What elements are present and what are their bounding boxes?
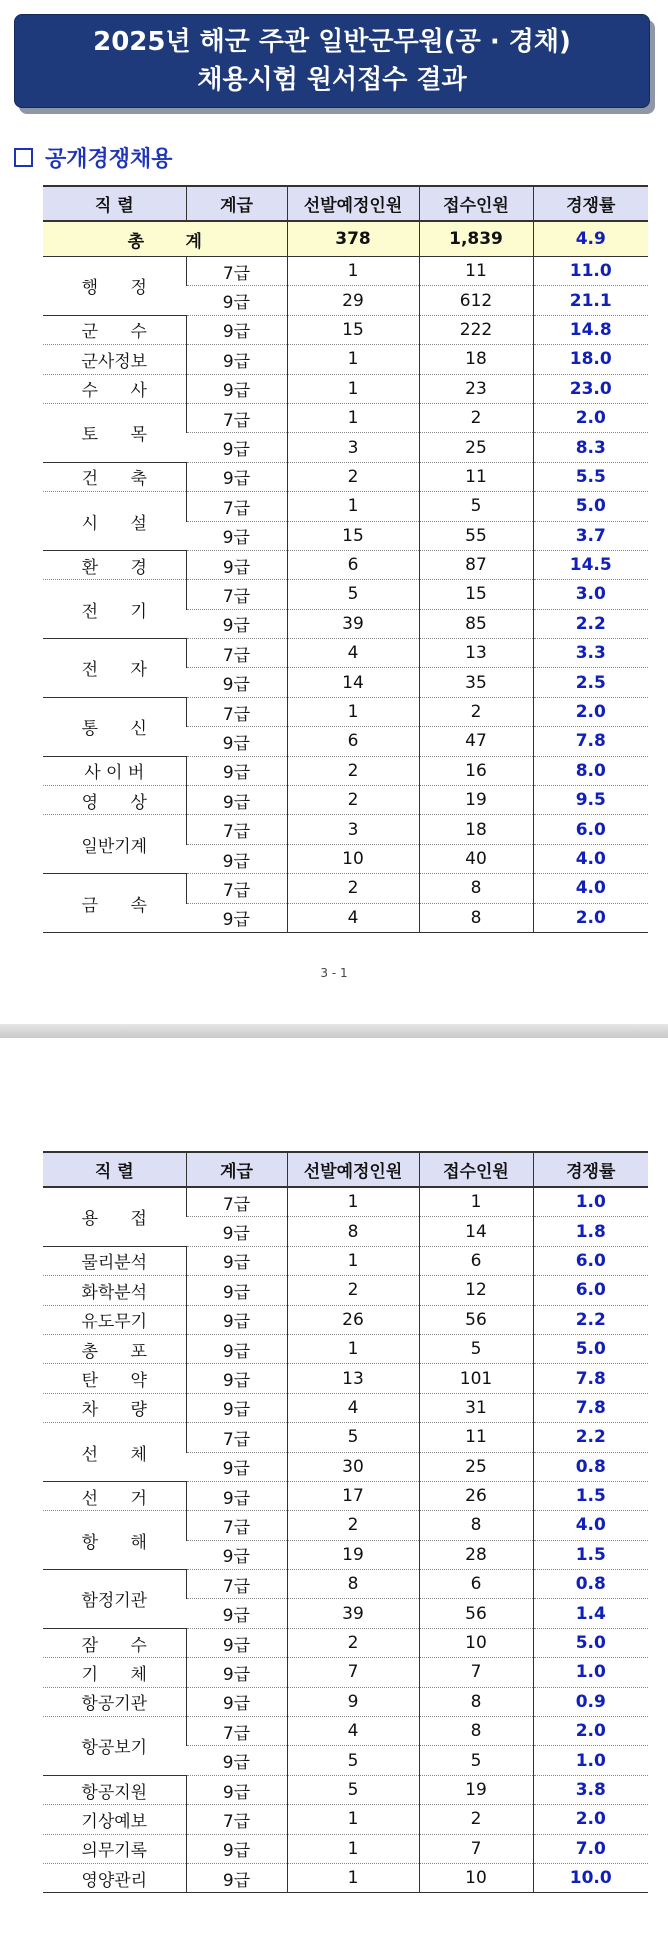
applied-cell: 14 [419, 1217, 533, 1246]
applied-cell: 18 [419, 345, 533, 374]
grade-cell: 7급 [186, 639, 287, 668]
checkbox-square-icon [14, 148, 33, 167]
position-name: 물리분석 [43, 1246, 186, 1275]
table-row [43, 697, 648, 726]
planned-cell: 5 [287, 1746, 419, 1775]
applied-cell: 8 [419, 1717, 533, 1746]
planned-cell: 3 [287, 815, 419, 844]
rate-cell: 4.0 [533, 844, 648, 873]
total-planned: 378 [287, 221, 419, 257]
grade-cell: 9급 [186, 1246, 287, 1275]
grade-cell: 7급 [186, 1570, 287, 1599]
applied-cell: 6 [419, 1570, 533, 1599]
header-position: 직 렬 [43, 186, 186, 221]
rate-cell: 7.8 [533, 727, 648, 756]
position-name: 행 정 [43, 257, 186, 316]
table-row [43, 639, 648, 668]
grade-cell: 9급 [186, 433, 287, 462]
title-line-2: 채용시험 원서접수 결과 [197, 65, 467, 95]
applied-cell: 15 [419, 580, 533, 609]
applied-cell: 5 [419, 1334, 533, 1363]
planned-cell: 5 [287, 1775, 419, 1804]
header-applied: 접수인원 [419, 1152, 533, 1187]
planned-cell: 1 [287, 492, 419, 521]
grade-cell: 7급 [186, 1423, 287, 1452]
applied-cell: 2 [419, 1805, 533, 1834]
planned-cell: 1 [287, 403, 419, 432]
planned-cell: 1 [287, 257, 419, 286]
results-table-2 [43, 1151, 648, 1893]
total-label: 총 계 [43, 221, 287, 257]
grade-cell: 9급 [186, 1599, 287, 1628]
grade-cell: 7급 [186, 257, 287, 286]
position-name: 통 신 [43, 697, 186, 756]
header-grade: 계급 [186, 186, 287, 221]
table-row [43, 815, 648, 844]
applied-cell: 55 [419, 521, 533, 550]
rate-cell: 0.8 [533, 1452, 648, 1481]
rate-cell: 7.0 [533, 1834, 648, 1863]
rate-cell: 5.5 [533, 462, 648, 491]
grade-cell: 9급 [186, 1393, 287, 1422]
applied-cell: 612 [419, 286, 533, 315]
table-row [43, 874, 648, 903]
rate-cell: 21.1 [533, 286, 648, 315]
grade-cell: 9급 [186, 1746, 287, 1775]
rate-cell: 8.3 [533, 433, 648, 462]
planned-cell: 39 [287, 1599, 419, 1628]
table-row [43, 550, 648, 579]
rate-cell: 3.3 [533, 639, 648, 668]
total-applied: 1,839 [419, 221, 533, 257]
position-name: 토 목 [43, 403, 186, 462]
table-row [43, 257, 648, 286]
table-row [43, 345, 648, 374]
rate-cell: 1.4 [533, 1599, 648, 1628]
table-row [43, 1187, 648, 1217]
table-row [43, 786, 648, 815]
position-name: 잠 수 [43, 1628, 186, 1657]
rate-cell: 1.8 [533, 1217, 648, 1246]
applied-cell: 28 [419, 1540, 533, 1569]
grade-cell: 9급 [186, 1217, 287, 1246]
applied-cell: 8 [419, 874, 533, 903]
planned-cell: 8 [287, 1570, 419, 1599]
position-name: 항공기관 [43, 1687, 186, 1716]
grade-cell: 9급 [186, 1687, 287, 1716]
header-planned: 선발예정인원 [287, 186, 419, 221]
planned-cell: 10 [287, 844, 419, 873]
table-row [43, 580, 648, 609]
applied-cell: 11 [419, 462, 533, 491]
grade-cell: 7급 [186, 492, 287, 521]
rate-cell: 2.2 [533, 609, 648, 638]
position-name: 기상예보 [43, 1805, 186, 1834]
rate-cell: 11.0 [533, 257, 648, 286]
applied-cell: 25 [419, 1452, 533, 1481]
table-row [43, 1305, 648, 1334]
applied-cell: 12 [419, 1276, 533, 1305]
total-row [43, 221, 648, 257]
rate-cell: 4.0 [533, 874, 648, 903]
applied-cell: 5 [419, 492, 533, 521]
planned-cell: 1 [287, 697, 419, 726]
planned-cell: 1 [287, 345, 419, 374]
table-row [43, 462, 648, 491]
table-row [43, 1570, 648, 1599]
grade-cell: 7급 [186, 1187, 287, 1217]
planned-cell: 5 [287, 1423, 419, 1452]
grade-cell: 7급 [186, 1511, 287, 1540]
grade-cell: 9급 [186, 462, 287, 491]
position-name: 선 체 [43, 1423, 186, 1482]
applied-cell: 1 [419, 1187, 533, 1217]
planned-cell: 6 [287, 727, 419, 756]
grade-cell: 9급 [186, 609, 287, 638]
planned-cell: 4 [287, 639, 419, 668]
grade-cell: 7급 [186, 580, 287, 609]
planned-cell: 3 [287, 433, 419, 462]
position-name: 사 이 버 [43, 756, 186, 785]
rate-cell: 3.0 [533, 580, 648, 609]
grade-cell: 7급 [186, 1805, 287, 1834]
table-row [43, 1511, 648, 1540]
grade-cell: 9급 [186, 374, 287, 403]
grade-cell: 7급 [186, 403, 287, 432]
position-name: 일반기계 [43, 815, 186, 874]
rate-cell: 6.0 [533, 1246, 648, 1275]
table-header-row [43, 186, 648, 221]
planned-cell: 5 [287, 580, 419, 609]
applied-cell: 11 [419, 1423, 533, 1452]
grade-cell: 9급 [186, 903, 287, 932]
grade-cell: 7급 [186, 697, 287, 726]
rate-cell: 10.0 [533, 1863, 648, 1892]
planned-cell: 1 [287, 1834, 419, 1863]
position-name: 수 사 [43, 374, 186, 403]
planned-cell: 9 [287, 1687, 419, 1716]
title-line-1: 2025년 해군 주관 일반군무원(공 · 경채) [93, 27, 571, 57]
planned-cell: 2 [287, 1628, 419, 1657]
position-name: 탄 약 [43, 1364, 186, 1393]
position-name: 시 설 [43, 492, 186, 551]
header-applied: 접수인원 [419, 186, 533, 221]
planned-cell: 2 [287, 786, 419, 815]
rate-cell: 4.0 [533, 1511, 648, 1540]
applied-cell: 2 [419, 403, 533, 432]
grade-cell: 9급 [186, 1305, 287, 1334]
applied-cell: 25 [419, 433, 533, 462]
applied-cell: 101 [419, 1364, 533, 1393]
position-name: 항 해 [43, 1511, 186, 1570]
applied-cell: 40 [419, 844, 533, 873]
planned-cell: 14 [287, 668, 419, 697]
rate-cell: 5.0 [533, 1334, 648, 1363]
applied-cell: 56 [419, 1305, 533, 1334]
planned-cell: 8 [287, 1217, 419, 1246]
rate-cell: 1.0 [533, 1746, 648, 1775]
rate-cell: 14.8 [533, 315, 648, 344]
planned-cell: 26 [287, 1305, 419, 1334]
grade-cell: 7급 [186, 874, 287, 903]
rate-cell: 1.0 [533, 1187, 648, 1217]
grade-cell: 9급 [186, 1481, 287, 1510]
rate-cell: 2.2 [533, 1305, 648, 1334]
table-row [43, 1276, 648, 1305]
applied-cell: 13 [419, 639, 533, 668]
grade-cell: 9급 [186, 786, 287, 815]
rate-cell: 5.0 [533, 492, 648, 521]
applied-cell: 11 [419, 257, 533, 286]
applied-cell: 222 [419, 315, 533, 344]
grade-cell: 9급 [186, 1276, 287, 1305]
table-row [43, 1246, 648, 1275]
position-name: 영 상 [43, 786, 186, 815]
position-name: 환 경 [43, 550, 186, 579]
applied-cell: 10 [419, 1863, 533, 1892]
planned-cell: 1 [287, 1334, 419, 1363]
grade-cell: 9급 [186, 756, 287, 785]
planned-cell: 2 [287, 462, 419, 491]
applied-cell: 8 [419, 1687, 533, 1716]
planned-cell: 13 [287, 1364, 419, 1393]
table-row [43, 492, 648, 521]
header-position: 직 렬 [43, 1152, 186, 1187]
rate-cell: 8.0 [533, 756, 648, 785]
planned-cell: 1 [287, 1246, 419, 1275]
planned-cell: 15 [287, 521, 419, 550]
planned-cell: 6 [287, 550, 419, 579]
planned-cell: 2 [287, 874, 419, 903]
table-row [43, 374, 648, 403]
header-planned: 선발예정인원 [287, 1152, 419, 1187]
planned-cell: 1 [287, 1805, 419, 1834]
planned-cell: 17 [287, 1481, 419, 1510]
header-rate: 경쟁률 [533, 186, 648, 221]
applied-cell: 56 [419, 1599, 533, 1628]
grade-cell: 9급 [186, 521, 287, 550]
grade-cell: 7급 [186, 1717, 287, 1746]
applied-cell: 8 [419, 903, 533, 932]
rate-cell: 1.5 [533, 1540, 648, 1569]
page-divider [0, 1024, 668, 1038]
planned-cell: 39 [287, 609, 419, 638]
planned-cell: 15 [287, 315, 419, 344]
position-name: 영양관리 [43, 1863, 186, 1892]
grade-cell: 9급 [186, 550, 287, 579]
position-name: 군사정보 [43, 345, 186, 374]
position-name: 항공지원 [43, 1775, 186, 1804]
title-banner [14, 14, 650, 108]
applied-cell: 47 [419, 727, 533, 756]
planned-cell: 7 [287, 1658, 419, 1687]
applied-cell: 19 [419, 786, 533, 815]
grade-cell: 9급 [186, 1452, 287, 1481]
table-row [43, 1717, 648, 1746]
table-row [43, 1334, 648, 1363]
position-name: 전 기 [43, 580, 186, 639]
applied-cell: 16 [419, 756, 533, 785]
results-table-1 [43, 185, 648, 933]
planned-cell: 2 [287, 1276, 419, 1305]
grade-cell: 9급 [186, 345, 287, 374]
applied-cell: 7 [419, 1658, 533, 1687]
applied-cell: 8 [419, 1511, 533, 1540]
applied-cell: 5 [419, 1746, 533, 1775]
table-row [43, 1687, 648, 1716]
rate-cell: 5.0 [533, 1628, 648, 1657]
table-row [43, 1805, 648, 1834]
grade-cell: 9급 [186, 1364, 287, 1393]
table-row [43, 1834, 648, 1863]
table-row [43, 1775, 648, 1804]
applied-cell: 7 [419, 1834, 533, 1863]
section-title-text: 공개경쟁채용 [45, 147, 173, 172]
grade-cell: 9급 [186, 315, 287, 344]
total-rate: 4.9 [533, 221, 648, 257]
table-row [43, 1863, 648, 1892]
table-row [43, 1423, 648, 1452]
table-row [43, 403, 648, 432]
position-name: 전 자 [43, 639, 186, 698]
position-name: 화학분석 [43, 1276, 186, 1305]
position-name: 기 체 [43, 1658, 186, 1687]
rate-cell: 2.0 [533, 1717, 648, 1746]
applied-cell: 2 [419, 697, 533, 726]
rate-cell: 2.0 [533, 403, 648, 432]
position-name: 유도무기 [43, 1305, 186, 1334]
position-name: 건 축 [43, 462, 186, 491]
applied-cell: 19 [419, 1775, 533, 1804]
applied-cell: 26 [419, 1481, 533, 1510]
page-number: 3 - 1 [320, 966, 348, 980]
planned-cell: 4 [287, 903, 419, 932]
applied-cell: 85 [419, 609, 533, 638]
applied-cell: 31 [419, 1393, 533, 1422]
grade-cell: 9급 [186, 1863, 287, 1892]
rate-cell: 0.9 [533, 1687, 648, 1716]
table-header-row [43, 1152, 648, 1187]
grade-cell: 9급 [186, 1540, 287, 1569]
applied-cell: 87 [419, 550, 533, 579]
position-name: 선 거 [43, 1481, 186, 1510]
table-row [43, 1481, 648, 1510]
planned-cell: 4 [287, 1393, 419, 1422]
grade-cell: 9급 [186, 668, 287, 697]
grade-cell: 9급 [186, 1334, 287, 1363]
table-row [43, 1658, 648, 1687]
position-name: 차 량 [43, 1393, 186, 1422]
position-name: 용 접 [43, 1187, 186, 1246]
rate-cell: 14.5 [533, 550, 648, 579]
table-row [43, 1364, 648, 1393]
rate-cell: 6.0 [533, 815, 648, 844]
planned-cell: 2 [287, 756, 419, 785]
rate-cell: 9.5 [533, 786, 648, 815]
table-row [43, 756, 648, 785]
position-name: 총 포 [43, 1334, 186, 1363]
grade-cell: 9급 [186, 844, 287, 873]
grade-cell: 9급 [186, 1834, 287, 1863]
grade-cell: 9급 [186, 1628, 287, 1657]
planned-cell: 1 [287, 1863, 419, 1892]
planned-cell: 29 [287, 286, 419, 315]
planned-cell: 30 [287, 1452, 419, 1481]
rate-cell: 1.0 [533, 1658, 648, 1687]
planned-cell: 2 [287, 1511, 419, 1540]
position-name: 의무기록 [43, 1834, 186, 1863]
position-name: 항공보기 [43, 1717, 186, 1776]
applied-cell: 18 [419, 815, 533, 844]
rate-cell: 18.0 [533, 345, 648, 374]
applied-cell: 6 [419, 1246, 533, 1275]
rate-cell: 7.8 [533, 1364, 648, 1393]
planned-cell: 1 [287, 1187, 419, 1217]
applied-cell: 23 [419, 374, 533, 403]
planned-cell: 1 [287, 374, 419, 403]
rate-cell: 1.5 [533, 1481, 648, 1510]
position-name: 함정기관 [43, 1570, 186, 1629]
grade-cell: 9급 [186, 1658, 287, 1687]
table-row [43, 1393, 648, 1422]
rate-cell: 2.0 [533, 903, 648, 932]
table-row [43, 315, 648, 344]
grade-cell: 7급 [186, 815, 287, 844]
section-title [14, 142, 173, 173]
rate-cell: 2.2 [533, 1423, 648, 1452]
rate-cell: 23.0 [533, 374, 648, 403]
rate-cell: 2.0 [533, 697, 648, 726]
grade-cell: 9급 [186, 1775, 287, 1804]
rate-cell: 3.8 [533, 1775, 648, 1804]
applied-cell: 35 [419, 668, 533, 697]
rate-cell: 2.5 [533, 668, 648, 697]
table-row [43, 1628, 648, 1657]
grade-cell: 9급 [186, 286, 287, 315]
grade-cell: 9급 [186, 727, 287, 756]
position-name: 금 속 [43, 874, 186, 933]
planned-cell: 19 [287, 1540, 419, 1569]
planned-cell: 4 [287, 1717, 419, 1746]
rate-cell: 2.0 [533, 1805, 648, 1834]
header-rate: 경쟁률 [533, 1152, 648, 1187]
rate-cell: 7.8 [533, 1393, 648, 1422]
header-grade: 계급 [186, 1152, 287, 1187]
applied-cell: 10 [419, 1628, 533, 1657]
rate-cell: 3.7 [533, 521, 648, 550]
position-name: 군 수 [43, 315, 186, 344]
rate-cell: 6.0 [533, 1276, 648, 1305]
rate-cell: 0.8 [533, 1570, 648, 1599]
